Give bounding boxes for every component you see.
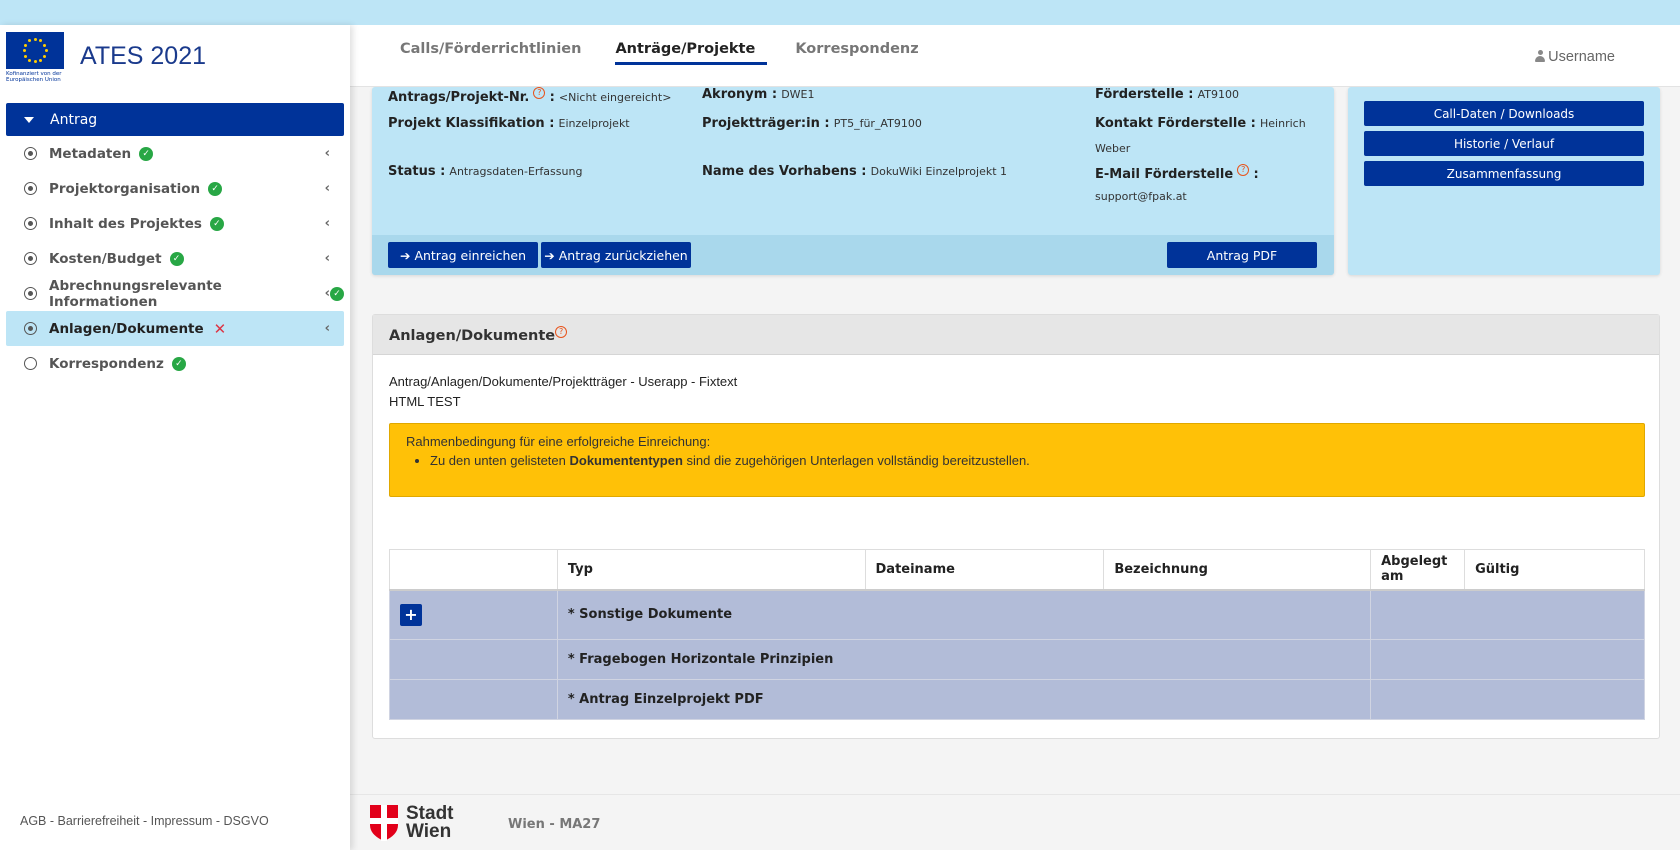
radio-icon bbox=[24, 322, 37, 335]
alert-item bbox=[430, 451, 1628, 471]
tab-korrespondenz[interactable]: Korrespondenz bbox=[795, 41, 919, 57]
row-empty-cell bbox=[1371, 640, 1645, 680]
akronym-value: DWE1 bbox=[781, 88, 815, 101]
chevron-left-icon[interactable]: ‹ bbox=[324, 321, 330, 336]
panel-fixtext bbox=[389, 372, 737, 412]
help-icon[interactable]: ? bbox=[1237, 164, 1249, 176]
eu-star-icon bbox=[43, 44, 46, 47]
eu-flag-icon bbox=[6, 32, 64, 69]
col-header-bezeichnung[interactable]: Bezeichnung bbox=[1104, 550, 1371, 590]
email-value-field bbox=[1095, 189, 1187, 204]
sidebar-item-label: Inhalt des Projektes bbox=[49, 215, 202, 232]
top-bar bbox=[0, 0, 1680, 25]
vorhaben-value: DokuWiki Einzelprojekt 1 bbox=[870, 165, 1008, 178]
row-typ-cell: * Fragebogen Horizontale Prinzipien bbox=[557, 640, 1370, 680]
nav-section-label: Antrag bbox=[50, 111, 98, 128]
sidebar-item-label: Anlagen/Dokumente bbox=[49, 320, 204, 337]
main-tabs bbox=[400, 41, 953, 65]
foerderstelle-value: AT9100 bbox=[1197, 88, 1239, 101]
help-icon[interactable]: ? bbox=[555, 326, 567, 338]
check-circle-icon: ✓ bbox=[170, 252, 184, 266]
brand bbox=[6, 32, 206, 83]
alert-text-pre: Zu den unten gelisteten bbox=[430, 453, 570, 468]
antrag-pdf-button[interactable]: Antrag PDF bbox=[1167, 242, 1317, 268]
fixtext-line1: Antrag/Anlagen/Dokumente/Projektträger - Userapp - Fixtext bbox=[389, 374, 738, 389]
row-actions-cell bbox=[390, 590, 558, 640]
eu-star-icon bbox=[39, 59, 42, 62]
row-typ-cell: * Sonstige Dokumente bbox=[557, 590, 1370, 640]
wien-logo-line2: Wien bbox=[406, 821, 452, 842]
radio-icon bbox=[24, 147, 37, 160]
user-menu[interactable] bbox=[1535, 49, 1615, 65]
row-typ-cell: * Antrag Einzelprojekt PDF bbox=[557, 680, 1370, 720]
eu-star-icon bbox=[24, 44, 27, 47]
eu-star-icon bbox=[24, 55, 27, 58]
footer-links[interactable]: AGB - Barrierefreiheit - Impressum - DSGVO bbox=[20, 814, 269, 828]
eu-star-icon bbox=[34, 60, 37, 63]
sidebar-item-abrechnungsrelevante-informationen[interactable] bbox=[6, 276, 344, 311]
fixtext-line2: HTML TEST bbox=[389, 394, 461, 409]
nav-section-antrag[interactable] bbox=[6, 103, 344, 136]
sidebar bbox=[0, 25, 350, 850]
top-header bbox=[350, 25, 1680, 87]
sidebar-item-anlagen-dokumente[interactable] bbox=[6, 311, 344, 346]
kontakt-label: Kontakt Förderstelle : bbox=[1095, 116, 1256, 131]
status-field bbox=[388, 164, 582, 179]
antragsnr-field bbox=[388, 87, 671, 105]
app-title: ATES 2021 bbox=[80, 42, 207, 70]
panel-title: Anlagen/Dokumente bbox=[389, 328, 556, 344]
vorhaben-label: Name des Vorhabens : bbox=[702, 164, 867, 179]
antragsnr-label: Antrags/Projekt-Nr. bbox=[388, 90, 530, 105]
check-circle-icon: ✓ bbox=[210, 217, 224, 231]
wien-shield-icon bbox=[370, 805, 398, 841]
klassifikation-label: Projekt Klassifikation : bbox=[388, 116, 555, 131]
project-info-card bbox=[372, 87, 1334, 275]
radio-icon bbox=[24, 182, 37, 195]
sidebar-item-label: Korrespondenz bbox=[49, 355, 164, 372]
col-header-actions bbox=[390, 550, 558, 590]
kontakt-value-2: Weber bbox=[1095, 142, 1131, 155]
tab-calls[interactable]: Calls/Förderrichtlinien bbox=[400, 41, 582, 57]
footer-department: Wien - MA27 bbox=[508, 817, 601, 832]
eu-caption-line1: Kofinanziert von der bbox=[6, 71, 62, 77]
add-document-button[interactable]: + bbox=[400, 604, 422, 626]
foerderstelle-field bbox=[1095, 87, 1239, 102]
col-header-typ[interactable]: Typ bbox=[557, 550, 865, 590]
table-row bbox=[390, 680, 1645, 720]
traeger-label: Projektträger:in : bbox=[702, 116, 830, 131]
col-header-gueltig[interactable]: Gültig bbox=[1465, 550, 1645, 590]
email-label: E-Mail Förderstelle bbox=[1095, 167, 1234, 182]
table-row bbox=[390, 590, 1645, 640]
side-actions-card bbox=[1348, 87, 1660, 275]
alert-title: Rahmenbedingung für eine erfolgreiche Einreichung: bbox=[406, 434, 711, 449]
call-daten-button[interactable]: Call-Daten / Downloads bbox=[1364, 101, 1644, 126]
table-header-row bbox=[390, 550, 1645, 590]
sidebar-item-label: Abrechnungsrelevante Informationen bbox=[49, 277, 222, 310]
check-circle-icon: ✓ bbox=[139, 147, 153, 161]
panel-header bbox=[373, 315, 1659, 355]
eu-star-icon bbox=[43, 55, 46, 58]
sidebar-nav bbox=[6, 103, 344, 381]
akronym-field bbox=[702, 87, 815, 102]
arrow-right-icon: ➔ bbox=[399, 247, 411, 263]
email-colon: : bbox=[1253, 167, 1259, 182]
sidebar-item-label: Kosten/Budget bbox=[49, 250, 162, 267]
historie-button[interactable]: Historie / Verlauf bbox=[1364, 131, 1644, 156]
user-icon bbox=[1535, 50, 1545, 62]
action-row bbox=[372, 235, 1334, 275]
alert-text-post: sind die zugehörigen Unterlagen vollständig bereitzustellen. bbox=[682, 453, 1030, 468]
radio-icon bbox=[24, 217, 37, 230]
sidebar-item-label: Metadaten bbox=[49, 145, 132, 162]
eu-caption-line2: Europäischen Union bbox=[6, 77, 61, 83]
kontakt-field-cont bbox=[1095, 141, 1130, 156]
row-empty-cell bbox=[1371, 590, 1645, 640]
eu-star-icon bbox=[39, 39, 42, 42]
eu-logo bbox=[6, 32, 64, 83]
tab-antraege[interactable]: Anträge/Projekte bbox=[615, 41, 767, 65]
chevron-left-icon[interactable]: ‹ bbox=[324, 251, 330, 266]
foerderstelle-label: Förderstelle : bbox=[1095, 87, 1194, 102]
chevron-left-icon[interactable]: ‹ bbox=[324, 286, 330, 301]
eu-caption bbox=[6, 71, 64, 83]
documents-table bbox=[389, 549, 1645, 720]
sidebar-item-korrespondenz[interactable] bbox=[6, 346, 344, 381]
email-value: support@fpak.at bbox=[1095, 190, 1187, 203]
alert-text-bold: Dokumententypen bbox=[569, 453, 683, 468]
einreichen-label: Antrag einreichen bbox=[414, 247, 527, 263]
caret-down-icon bbox=[24, 117, 34, 123]
chevron-left-icon[interactable]: ‹ bbox=[324, 146, 330, 161]
radio-icon bbox=[24, 252, 37, 265]
kontakt-value-1: Heinrich bbox=[1260, 117, 1306, 130]
kontakt-field bbox=[1095, 116, 1306, 131]
email-field bbox=[1095, 164, 1259, 182]
eu-star-icon bbox=[28, 39, 31, 42]
sidebar-item-label: Projektorganisation bbox=[49, 180, 201, 197]
row-actions-cell bbox=[390, 680, 558, 720]
eu-star-icon bbox=[28, 59, 31, 62]
traeger-field bbox=[702, 116, 922, 131]
sidebar-item-projektorganisation[interactable] bbox=[6, 171, 344, 206]
cross-icon: ✕ bbox=[213, 319, 227, 338]
klassifikation-field bbox=[388, 116, 630, 131]
page-footer bbox=[350, 794, 1680, 850]
arrow-right-icon: ➔ bbox=[544, 247, 555, 263]
alert-list bbox=[430, 451, 1628, 471]
akronym-label: Akronym : bbox=[702, 87, 778, 102]
eu-star-icon bbox=[34, 38, 37, 41]
col-header-abgelegt[interactable]: Abgelegt am bbox=[1371, 550, 1465, 590]
username-label: Username bbox=[1548, 49, 1615, 65]
sidebar-item-kosten-budget[interactable] bbox=[6, 241, 344, 276]
chevron-left-icon[interactable]: ‹ bbox=[324, 216, 330, 231]
wien-logo-line1: Stadt bbox=[406, 803, 454, 824]
check-circle-icon: ✓ bbox=[208, 182, 222, 196]
warning-alert bbox=[389, 423, 1645, 497]
row-empty-cell bbox=[1371, 680, 1645, 720]
row-actions-cell bbox=[390, 640, 558, 680]
radio-icon bbox=[24, 287, 37, 300]
traeger-value: PT5_für_AT9100 bbox=[833, 117, 922, 130]
sidebar-item-metadaten[interactable] bbox=[6, 136, 344, 171]
table-row bbox=[390, 640, 1645, 680]
antrag-einreichen-button[interactable] bbox=[388, 242, 538, 268]
wien-logo-text bbox=[406, 805, 454, 841]
col-header-dateiname[interactable]: Dateiname bbox=[865, 550, 1104, 590]
check-circle-icon: ✓ bbox=[172, 357, 186, 371]
antrag-zurueckziehen-button[interactable] bbox=[541, 242, 691, 268]
anlagen-panel bbox=[372, 314, 1660, 739]
chevron-left-icon[interactable]: ‹ bbox=[324, 181, 330, 196]
zusammenfassung-button[interactable]: Zusammenfassung bbox=[1364, 161, 1644, 186]
radio-icon bbox=[24, 357, 37, 370]
status-value: Antragsdaten-Erfassung bbox=[449, 165, 583, 178]
klassifikation-value: Einzelprojekt bbox=[558, 117, 630, 130]
vorhaben-field bbox=[702, 164, 1007, 179]
check-circle-icon: ✓ bbox=[330, 287, 344, 301]
stadt-wien-logo bbox=[370, 805, 454, 841]
sidebar-item-inhalt-des-projektes[interactable] bbox=[6, 206, 344, 241]
help-icon[interactable]: ? bbox=[533, 87, 545, 99]
eu-star-icon bbox=[23, 49, 26, 52]
status-label: Status : bbox=[388, 164, 446, 179]
zurueckziehen-label: Antrag zurückziehen bbox=[558, 247, 688, 263]
eu-star-icon bbox=[45, 49, 48, 52]
antragsnr-value: <Nicht eingereicht> bbox=[558, 91, 672, 104]
antragsnr-colon: : bbox=[549, 90, 555, 105]
